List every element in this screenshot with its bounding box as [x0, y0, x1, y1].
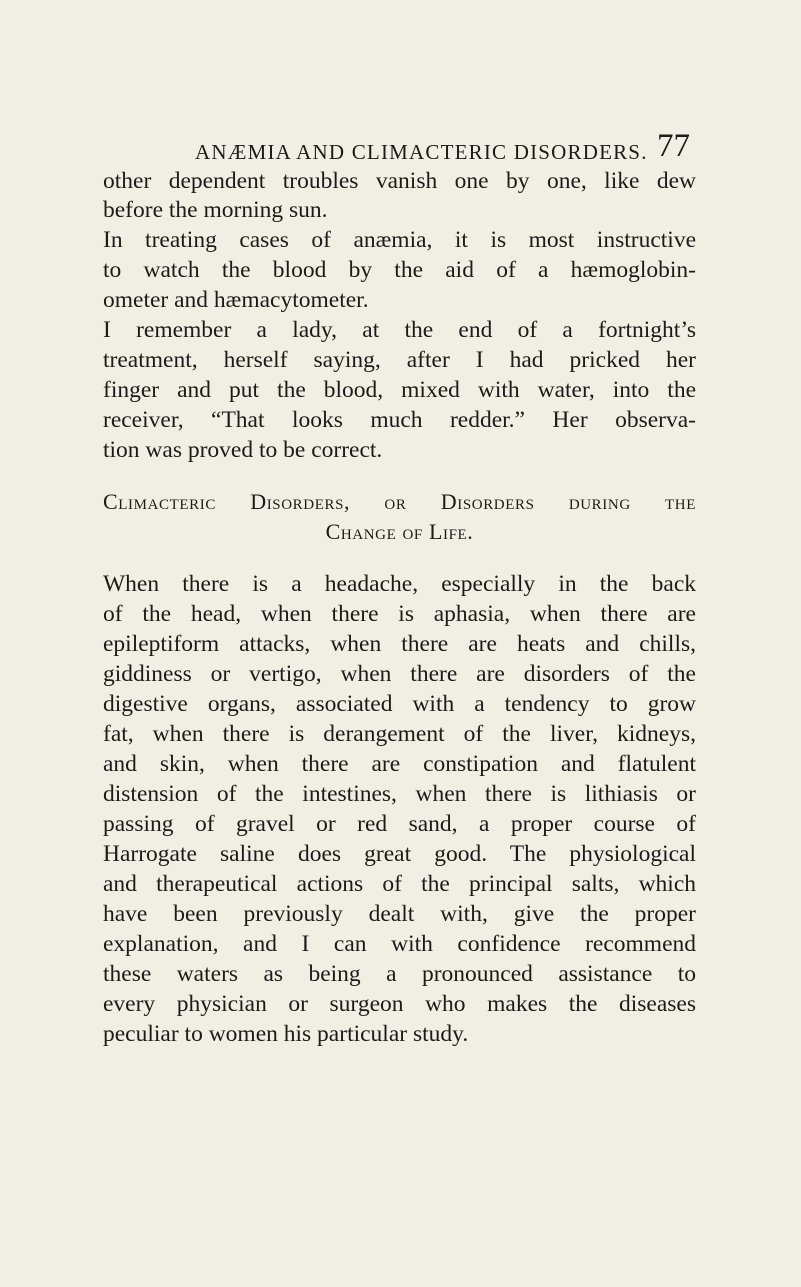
text-line: peculiar to women his particular study. [103, 1021, 469, 1047]
text-line: ometer and hæmacytometer. [103, 287, 369, 313]
text-line: distension of the intestines, when there is lithiasis or [103, 781, 696, 807]
text-line: tion was proved to be correct. [103, 437, 383, 463]
text-line: and therapeutical actions of the principal salts, which [103, 871, 696, 897]
text-line: and skin, when there are constipation and flatulent [103, 751, 696, 777]
text-line: digestive organs, associated with a tendency to grow [103, 691, 696, 717]
text-line: fat, when there is derangement of the liver, kidneys, [103, 721, 696, 747]
text-line: before the morning sun. [103, 197, 328, 223]
text-line: explanation, and I can with confidence recommend [103, 931, 696, 957]
running-head: ANÆMIA AND CLIMACTERIC DISORDERS. [195, 140, 648, 164]
text-line: When there is a headache, especially in the back [103, 571, 696, 597]
text-line: to watch the blood by the aid of a hæmoglobin- [103, 257, 696, 283]
text-line: receiver, “That looks much redder.” Her observa- [103, 407, 696, 433]
text-line: every physician or surgeon who makes the diseases [103, 991, 696, 1017]
text-line: of the head, when there is aphasia, when there are [103, 601, 696, 627]
text-line: treatment, herself saying, after I had pricked her [103, 347, 696, 373]
text-line: passing of gravel or red sand, a proper course of [103, 811, 696, 837]
text-line: I remember a lady, at the end of a fortnight’s [103, 317, 696, 343]
text-line: Harrogate saline does great good. The physiological [103, 841, 696, 867]
section-heading-line-2: Change of Life. [325, 519, 474, 544]
text-line: other dependent troubles vanish one by one, like dew [103, 168, 696, 194]
page-number: 77 [657, 128, 690, 164]
text-line: finger and put the blood, mixed with water, into the [103, 377, 696, 403]
text-line: giddiness or vertigo, when there are disorders of the [103, 661, 696, 687]
text-line: epileptiform attacks, when there are heats and chills, [103, 631, 696, 657]
text-line: In treating cases of anæmia, it is most instructive [103, 227, 696, 253]
text-line: have been previously dealt with, give the proper [103, 901, 696, 927]
section-heading-line-1: Climacteric Disorders, or Disorders during the [103, 489, 696, 514]
text-line: these waters as being a pronounced assistance to [103, 961, 696, 987]
